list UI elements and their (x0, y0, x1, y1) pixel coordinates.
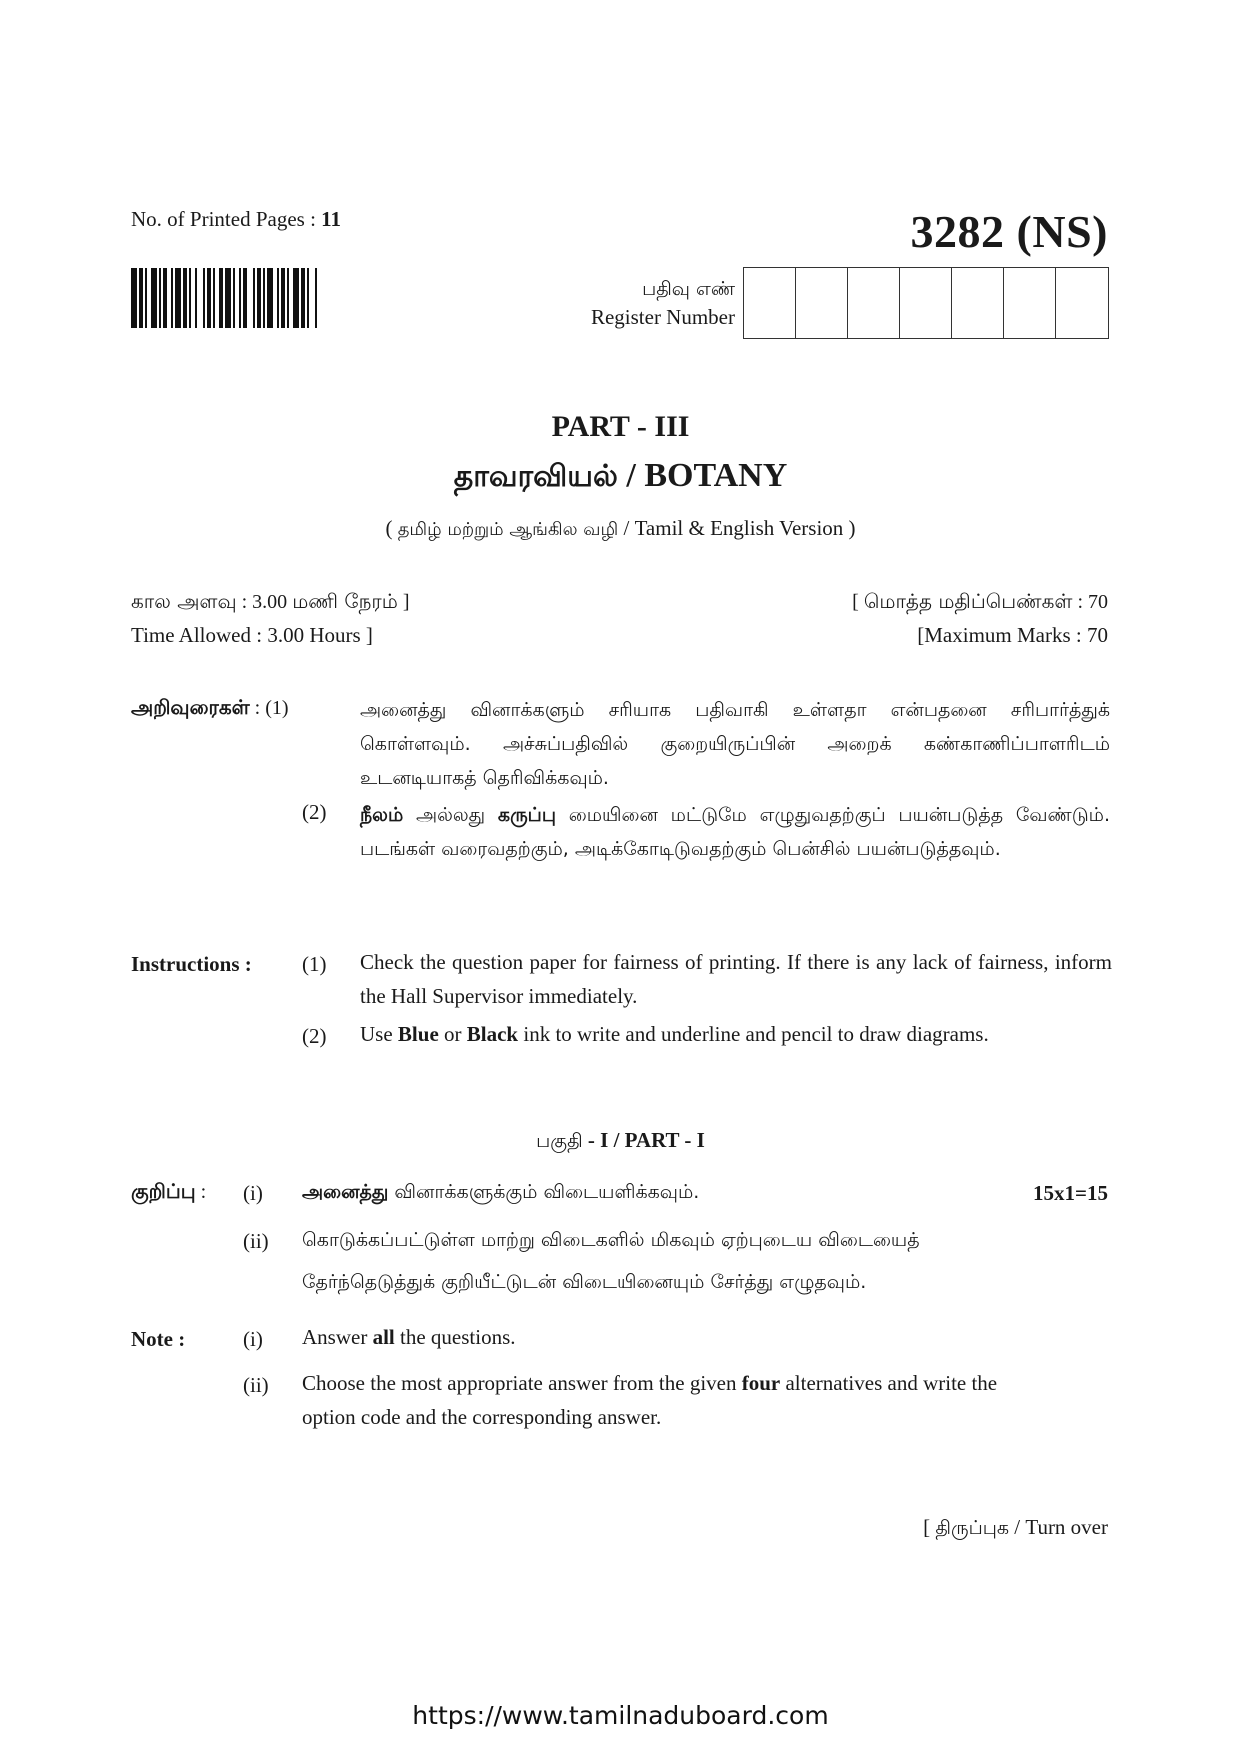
register-digit-box (1004, 268, 1056, 338)
register-number-boxes (743, 267, 1109, 339)
barcode (131, 268, 343, 328)
marks-allocation: 15x1=15 (1033, 1181, 1108, 1205)
register-number-label: பதிவு எண் Register Number (590, 278, 735, 329)
tamil-note-label: குறிப்பு : (131, 1179, 207, 1203)
printed-pages-count: No. of Printed Pages : 11 (131, 207, 341, 231)
note-1-number: (i) (243, 1327, 263, 1351)
register-digit-box (900, 268, 952, 338)
part-title: PART - III (551, 410, 690, 443)
tamil-note-1-number: (i) (243, 1181, 263, 1205)
tamil-instruction-2: நீலம் அல்லது கருப்பு மையினை மட்டுமே எழுதுவதற்குப் பயன்படுத்த வேண்டும். படங்கள் வரைவதற்கும், அடிக்கோடிடுவதற்கும் பென்சில் பயன்படுத்தவும். (360, 804, 1110, 860)
register-digit-box (744, 268, 796, 338)
note-2-number: (ii) (243, 1373, 269, 1397)
instruction-1-number: (1) (302, 952, 327, 976)
register-digit-box (1056, 268, 1108, 338)
instruction-1: Check the question paper for fairness of printing. If there is any lack of fairness, inform the Hall Supervisor immediately. (360, 950, 1112, 1008)
instruction-2-number: (2) (302, 1024, 327, 1048)
tamil-instruction-1: அனைத்து வினாக்களும் சரியாக பதிவாகி உள்ளதா என்பதனை சரிபார்த்துக் கொள்ளவும். அச்சுப்பதிவில் குறையிருப்பின் அறைக் கண்காணிப்பாளரிடம் உடனடியாகத் தெரிவிக்கவும். (360, 699, 1110, 789)
time-allowed: Time Allowed : 3.00 Hours ] (131, 623, 373, 647)
english-note-label: Note : (131, 1327, 186, 1351)
register-digit-box (848, 268, 900, 338)
section-title: பகுதி - I / PART - I (536, 1128, 705, 1152)
tamil-note-2-line-2: தேர்ந்தெடுத்துக் குறியீட்டுடன் விடையினையும் சேர்த்து எழுதவும். (302, 1271, 867, 1293)
time-allowed-tamil: கால அளவு : 3.00 மணி நேரம் ] (131, 589, 410, 613)
maximum-marks: [Maximum Marks : 70 (917, 623, 1108, 647)
paper-code: 3282 (NS) (910, 206, 1108, 257)
english-instructions-label: Instructions : (131, 952, 252, 976)
register-digit-box (952, 268, 1004, 338)
register-digit-box (796, 268, 848, 338)
source-url: https://www.tamilnaduboard.com (412, 1701, 829, 1730)
tamil-instructions-label: அறிவுரைகள் : (1) (131, 695, 289, 719)
subject-title: தாவரவியல் / BOTANY (453, 457, 788, 494)
tamil-note-2-number: (ii) (243, 1229, 269, 1253)
tamil-note-1: அனைத்து வினாக்களுக்கும் விடையளிக்கவும். (302, 1181, 700, 1203)
version-line: ( தமிழ் மற்றும் ஆங்கில வழி / Tamil & English Version ) (385, 516, 856, 540)
maximum-marks-tamil: [ மொத்த மதிப்பெண்கள் : 70 (852, 589, 1108, 613)
note-2: Choose the most appropriate answer from the given four alternatives and write the option code and the corresponding answer. (302, 1371, 998, 1429)
turn-over: [ திருப்புக / Turn over (923, 1515, 1108, 1539)
instruction-2: Use Blue or Black ink to write and underline and pencil to draw diagrams. (360, 1022, 989, 1046)
tamil-note-2-line-1: கொடுக்கப்பட்டுள்ள மாற்று விடைகளில் மிகவும் ஏற்புடைய விடையைத் (302, 1229, 920, 1251)
tamil-instruction-2-number: (2) (302, 800, 327, 824)
barcode-bar (317, 268, 321, 328)
note-1: Answer all the questions. (302, 1325, 516, 1349)
